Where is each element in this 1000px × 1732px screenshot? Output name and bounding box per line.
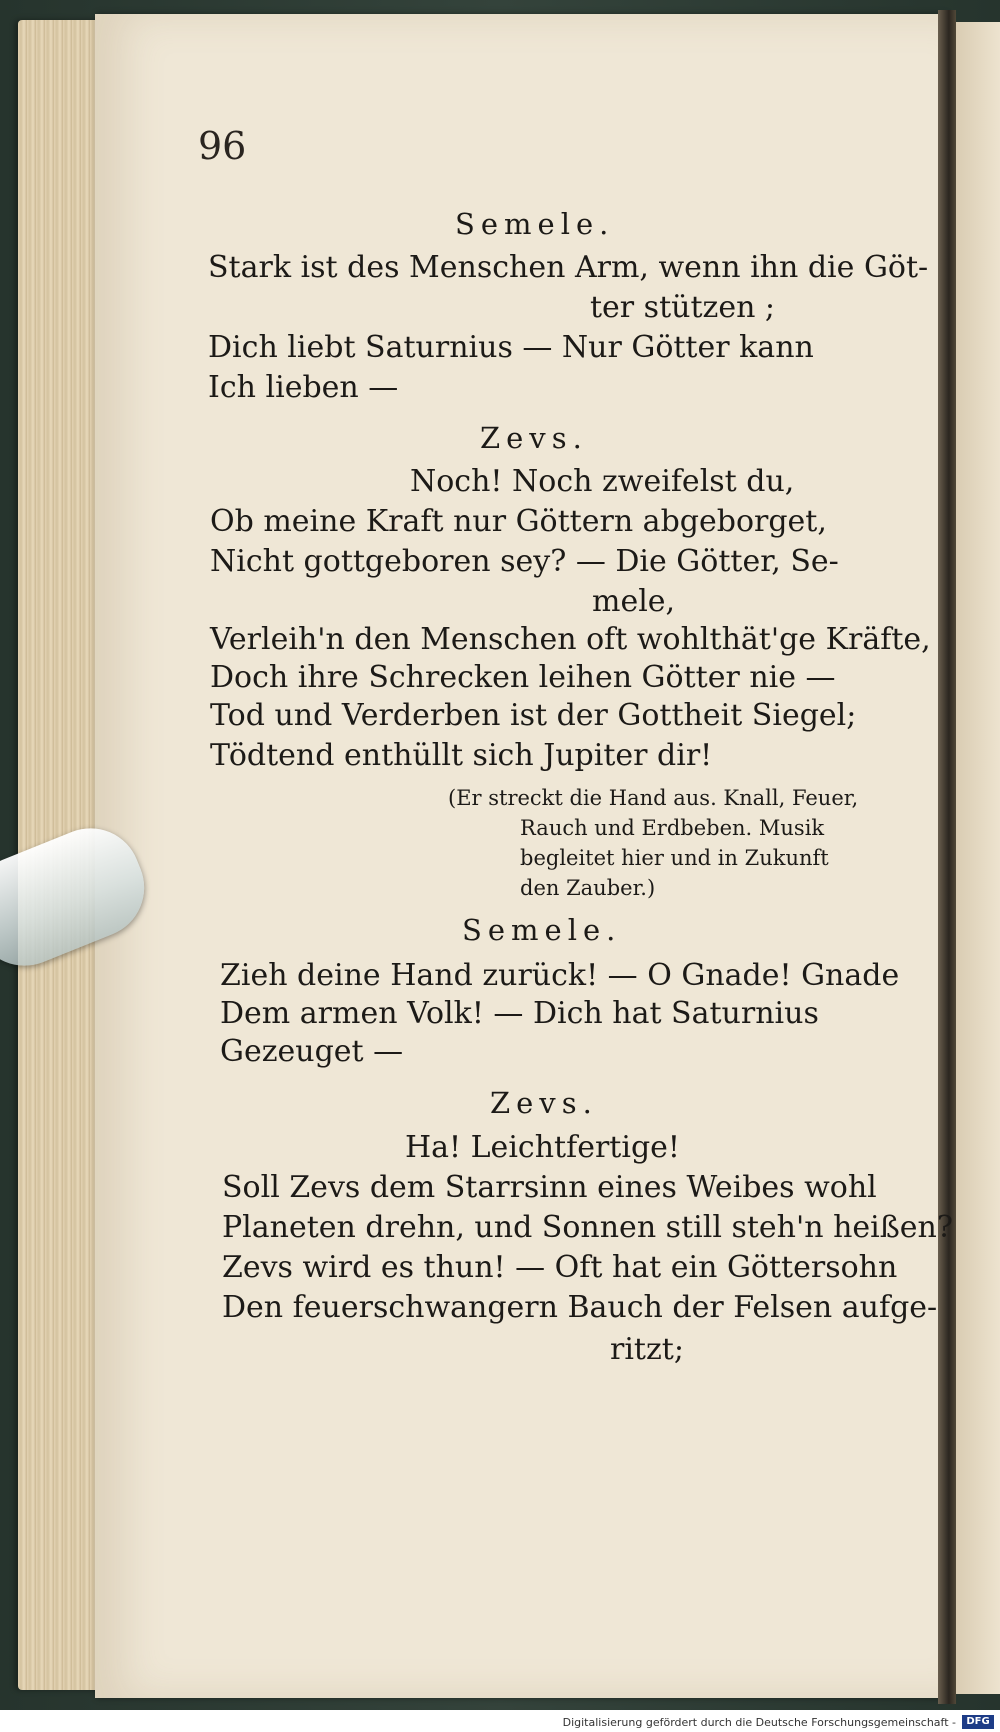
stage-direction: (Er streckt die Hand aus. Knall, Feuer, xyxy=(448,786,859,810)
verse-line: Gezeuget — xyxy=(220,1034,404,1069)
speaker-name: Semele. xyxy=(455,207,615,241)
facing-page-edge xyxy=(955,22,1000,1694)
verse-line: Ob meine Kraft nur Göttern abgeborget, xyxy=(210,504,827,539)
verse-line: Planeten drehn, und Sonnen still steh'n heißen? xyxy=(222,1210,953,1245)
verse-line: Ha! Leichtfertige! xyxy=(405,1130,680,1165)
verse-line: Tödtend enthüllt sich Jupiter dir! xyxy=(210,738,713,773)
stage-direction: Rauch und Erdbeben. Musik xyxy=(520,816,825,840)
book-gutter xyxy=(938,10,956,1704)
verse-line: Dich liebt Saturnius — Nur Götter kann xyxy=(208,330,814,365)
verse-line: Dem armen Volk! — Dich hat Saturnius xyxy=(220,996,819,1031)
stage-direction: begleitet hier und in Zukunft xyxy=(520,846,829,870)
verse-line: ritzt; xyxy=(610,1332,684,1367)
speaker-name: Zevs. xyxy=(490,1086,598,1120)
verse-line: Ich lieben — xyxy=(208,370,399,405)
verse-line: Soll Zevs dem Starrsinn eines Weibes wohl xyxy=(222,1170,877,1205)
verse-line: Den feuerschwangern Bauch der Felsen aufge- xyxy=(222,1290,938,1325)
footer-credit: Digitalisierung gefördert durch die Deutsche Forschungsgemeinschaft - xyxy=(562,1716,956,1729)
verse-line: Nicht gottgeboren sey? — Die Götter, Se- xyxy=(210,544,839,579)
speaker-name: Zevs. xyxy=(480,421,588,455)
verse-line: mele, xyxy=(592,584,676,619)
speaker-name: Semele. xyxy=(462,913,622,947)
page-number: 96 xyxy=(198,124,247,168)
verse-line: Verleih'n den Menschen oft wohlthät'ge Kräfte, xyxy=(210,622,931,657)
dfg-logo-icon: DFG xyxy=(962,1715,994,1729)
verse-line: Tod und Verderben ist der Gottheit Siegel; xyxy=(210,698,857,733)
verse-line: Zieh deine Hand zurück! — O Gnade! Gnade xyxy=(220,958,900,993)
verse-line: Zevs wird es thun! — Oft hat ein Göttersohn xyxy=(222,1250,898,1285)
verse-line: ter stützen ; xyxy=(590,290,776,325)
stage-direction: den Zauber.) xyxy=(520,876,656,900)
verse-line: Doch ihre Schrecken leihen Götter nie — xyxy=(210,660,836,695)
verse-line: Stark ist des Menschen Arm, wenn ihn die Göt- xyxy=(208,250,929,285)
verse-line: Noch! Noch zweifelst du, xyxy=(410,464,795,499)
